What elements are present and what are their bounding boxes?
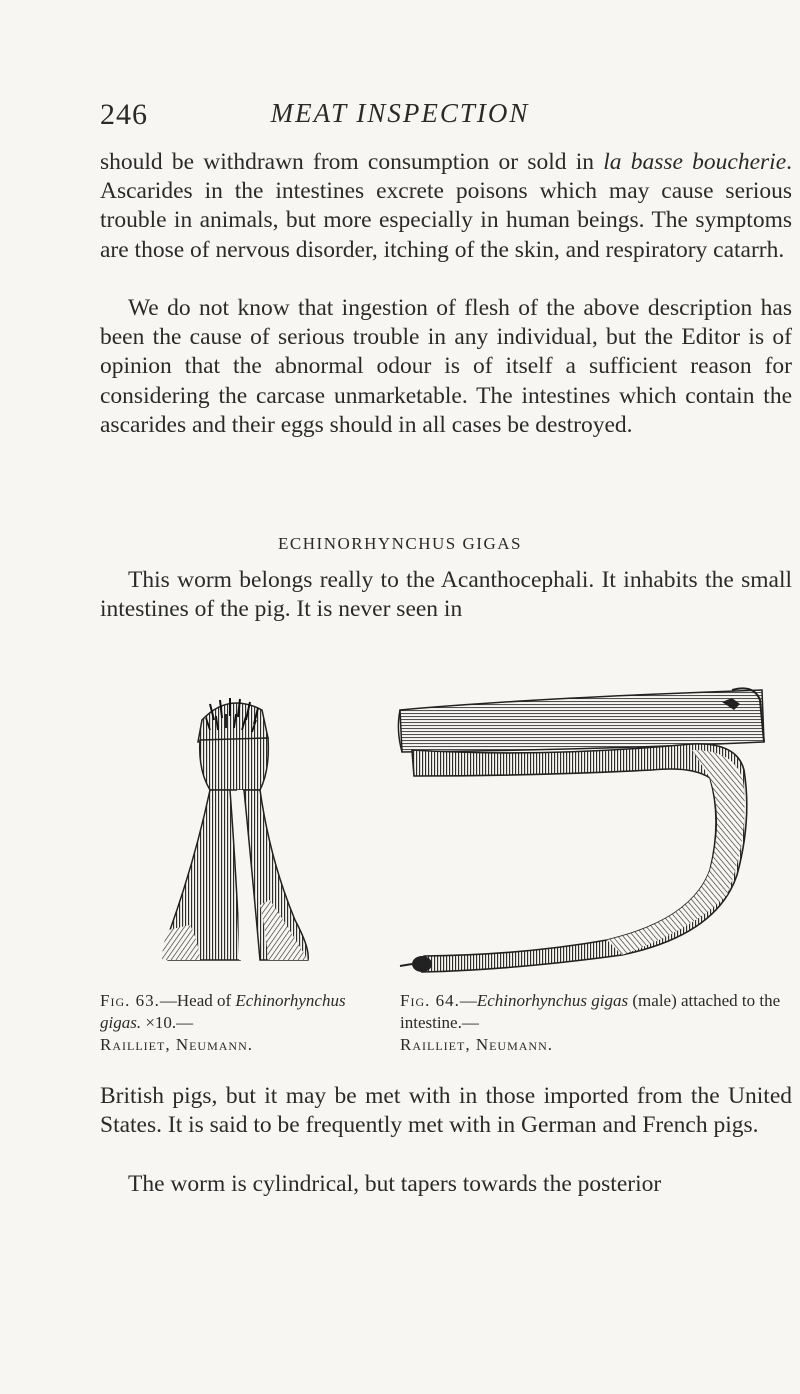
figure-64-worm-intestine-illustration <box>392 680 782 980</box>
paragraph-worm-shape: The worm is cylindrical, but tapers towards the posterior <box>128 1171 662 1197</box>
figure-64-caption <box>400 990 792 1056</box>
fig63-label: Fig. 63. <box>100 991 160 1010</box>
fig63-species: Echinorhynchus gigas. <box>100 991 346 1032</box>
paragraph-ascarides <box>100 148 792 265</box>
para1-text-a: should be withdrawn from consumption or sold in <box>100 149 604 175</box>
paragraph-editor-opinion: We do not know that ingestion of flesh of the above description has been the cause of serious trouble in any individual, but the Editor is of opinion that the abnormal odour is of itself a sufficient reason for considering the carcase unmarketable. The intestines which contain the ascarides and their eggs should in all cases be destroyed. <box>100 295 792 438</box>
fig64-label: Fig. 64. <box>400 991 460 1010</box>
paragraph-british-pigs: British pigs, but it may be met with in those imported from the United States. It is said to be frequently met with in German and French pigs. <box>100 1083 792 1139</box>
fig64-rest: (male) attached to the intestine.— <box>400 991 781 1032</box>
fig63-dash: —Head of <box>159 991 236 1010</box>
fig64-dash: — <box>459 991 477 1010</box>
para1-italic: la basse boucherie <box>603 149 787 175</box>
running-title: MEAT INSPECTION <box>270 98 530 128</box>
page-number: 246 <box>100 98 148 131</box>
fig63-credit: Railliet, Neumann. <box>100 1035 254 1054</box>
figure-63-worm-head-illustration <box>140 690 320 975</box>
fig64-credit: Railliet, Neumann. <box>400 1035 554 1054</box>
para1-text-b: . Ascarides in the intestines excrete poisons which may cause serious trouble in animals, but more especially in human beings. The symptoms are those of nervous disorder, itching of the skin, and respiratory catarrh. <box>100 149 793 263</box>
fig63-rest: ×10.— <box>141 1013 194 1032</box>
figure-63-caption <box>100 990 350 1056</box>
paragraph-acanthocephali: This worm belongs really to the Acanthocephali. It inhabits the small intestines of the pig. It is never seen in <box>100 567 792 623</box>
page-header <box>0 98 800 138</box>
section-heading: ECHINORHYNCHUS GIGAS <box>278 534 522 553</box>
fig64-species: Echinorhynchus gigas <box>476 991 629 1010</box>
